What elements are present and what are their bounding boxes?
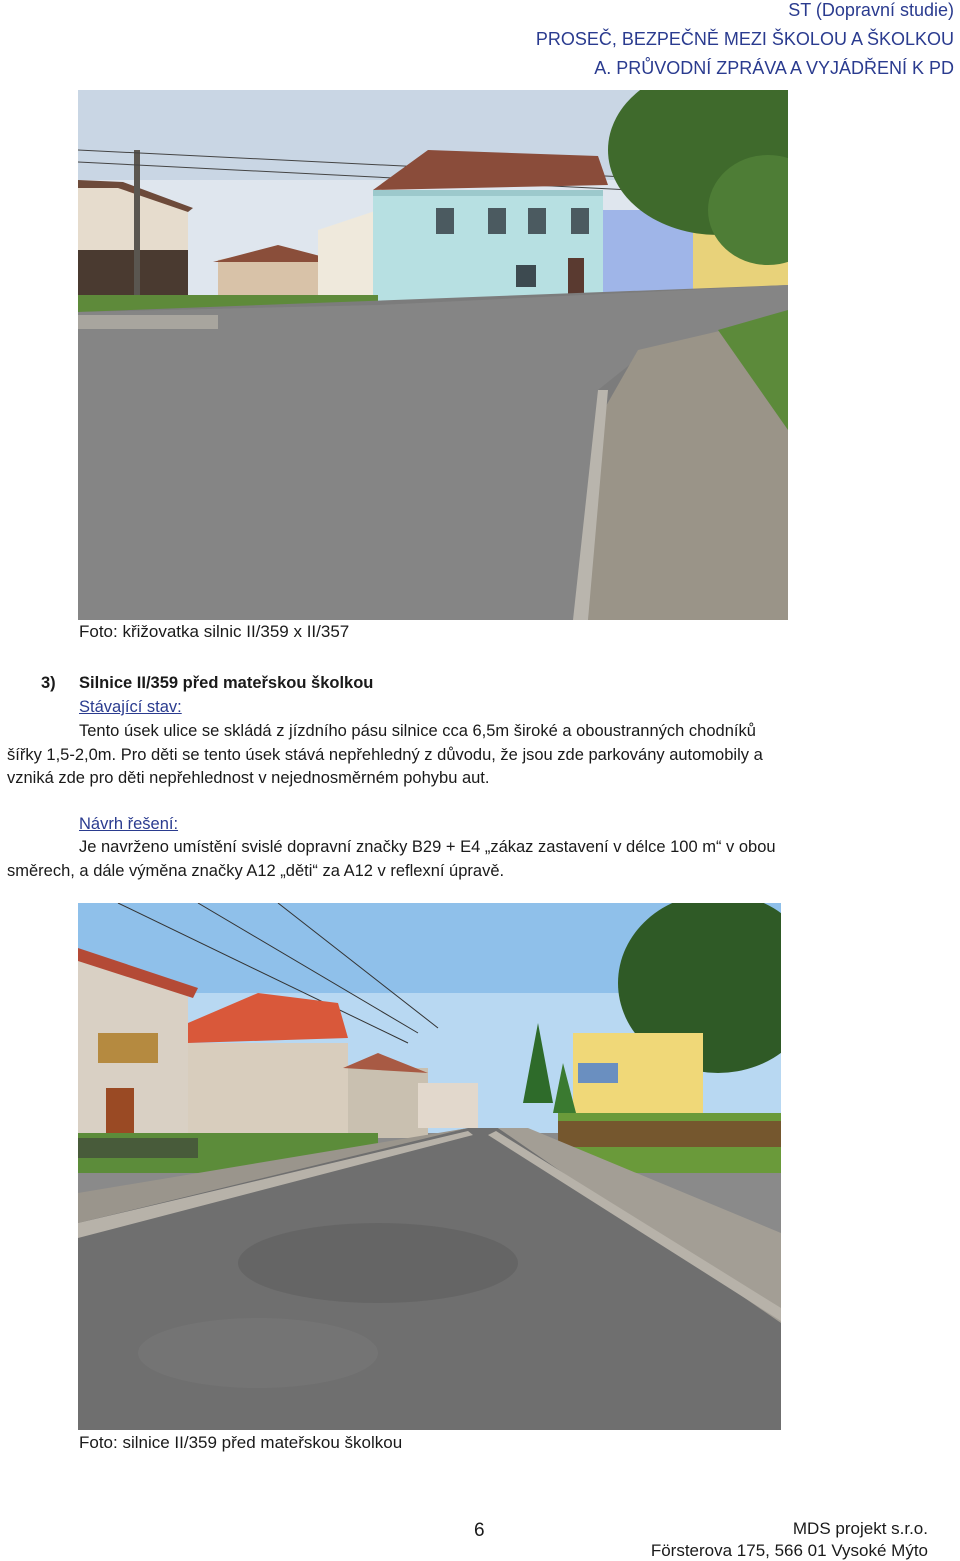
page-number: 6: [474, 1520, 485, 1541]
proposal-heading: Návrh řešení:: [79, 815, 179, 833]
footer-address: Försterova 175, 566 01 Vysoké Mýto: [650, 1541, 928, 1560]
header-section-title: A. PRŮVODNÍ ZPRÁVA A VYJÁDŘENÍ K PD: [594, 58, 954, 78]
proposal-line: Je navrženo umístění svislé dopravní značky B29 + E4 „zákaz zastavení v délce 100 m“ v obou: [79, 838, 776, 856]
section-title: Silnice II/359 před mateřskou školkou: [79, 674, 374, 692]
header-project-title: PROSEČ, BEZPEČNĚ MEZI ŠKOLOU A ŠKOLKOU: [535, 29, 954, 49]
current-state-heading: Stávající stav:: [79, 698, 182, 716]
photo-street-caption: Foto: silnice II/359 před mateřskou školkou: [79, 1433, 403, 1452]
current-state-line: vzniká zde pro děti nepřehlednost v nejednosměrném pohybu aut.: [7, 769, 490, 787]
photo-intersection: [78, 90, 788, 620]
photo-street-illustration: [78, 903, 781, 1430]
footer-company: MDS projekt s.r.o.: [792, 1519, 928, 1538]
photo-street-kindergarten: [78, 903, 781, 1430]
current-state-line: Tento úsek ulice se skládá z jízdního pásu silnice cca 6,5m široké a oboustranných chodníků: [79, 722, 756, 740]
proposal-line: směrech, a dále výměna značky A12 „děti“ za A12 v reflexní úpravě.: [7, 861, 505, 880]
photo-intersection-illustration: [78, 90, 788, 620]
current-state-line: šířky 1,5-2,0m. Pro děti se tento úsek stává nepřehledný z důvodu, že jsou zde parkovány automobily a: [7, 745, 763, 764]
photo-intersection-caption: Foto: křižovatka silnic II/359 x II/357: [79, 622, 350, 641]
proposal-paragraph: [7, 836, 953, 883]
header-document-type: ST (Dopravní studie): [788, 0, 954, 20]
section-number: 3): [41, 674, 56, 692]
current-state-paragraph: [7, 720, 953, 791]
